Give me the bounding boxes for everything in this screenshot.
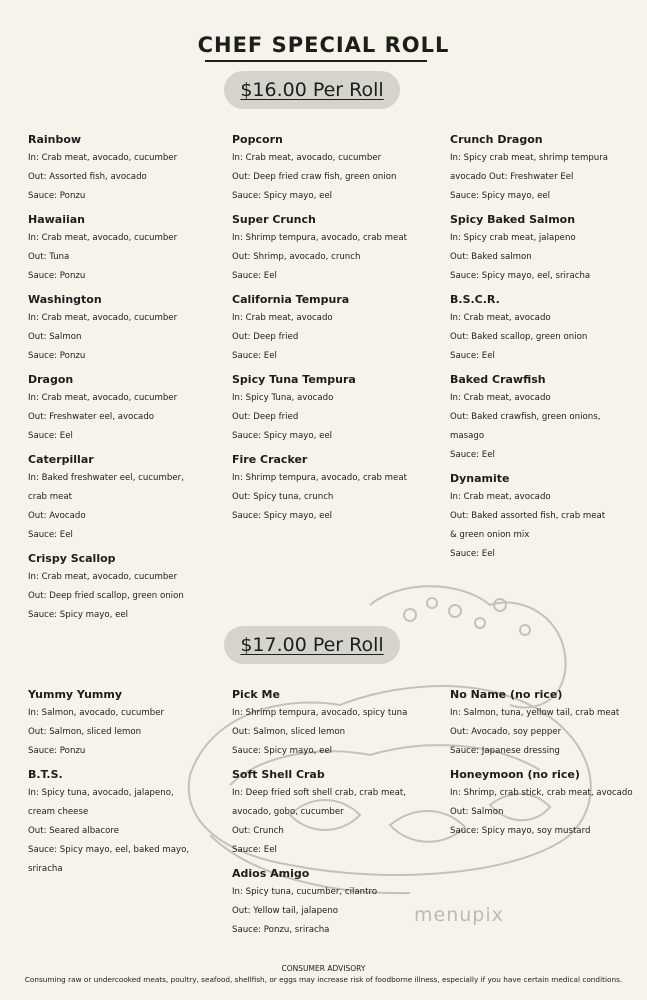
menu-item-detail: crab meat	[28, 492, 73, 502]
title-underline	[205, 60, 427, 62]
menu-item-name: B.T.S.	[28, 768, 63, 781]
menu-item	[232, 765, 437, 860]
menu-item-detail: Sauce: Spicy mayo, eel	[232, 431, 333, 441]
menu-item-detail: Sauce: Eel	[28, 530, 73, 540]
menu-item-detail: Out: Salmon, sliced lemon	[28, 727, 142, 737]
menu-item-detail: Sauce: Spicy mayo, eel, baked mayo,	[28, 845, 190, 855]
menu-item	[28, 685, 233, 761]
menu-item-detail: Out: Seared albacore	[28, 826, 120, 836]
menu-item-detail: Sauce: Ponzu	[28, 271, 86, 281]
menu-item-detail: Sauce: Japanese dressing	[450, 746, 560, 756]
menu-item-detail: Out: Spicy tuna, crunch	[232, 492, 334, 502]
menu-item-detail: Sauce: Spicy mayo, eel, sriracha	[450, 271, 591, 281]
menu-item	[450, 765, 645, 841]
menu-item-detail: Sauce: Ponzu, sriracha	[232, 925, 330, 935]
menu-item-name: Fire Cracker	[232, 453, 308, 466]
menu-item	[232, 450, 437, 526]
menu-item-detail: In: Crab meat, avocado	[232, 313, 333, 323]
menu-item-name: Rainbow	[28, 133, 82, 146]
menu-item-detail: In: Crab meat, avocado, cucumber	[28, 153, 178, 163]
menu-item-detail: Sauce: Spicy mayo, eel	[232, 746, 333, 756]
menu-item-detail: Sauce: Ponzu	[28, 746, 86, 756]
menu-item-detail: sriracha	[28, 864, 63, 874]
menu-item-detail: In: Crab meat, avocado, cucumber	[28, 393, 178, 403]
menu-item-detail: Out: Avocado, soy pepper	[450, 727, 562, 737]
menu-item-detail: Sauce: Ponzu	[28, 191, 86, 201]
menu-item-detail: Out: Salmon, sliced lemon	[232, 727, 346, 737]
menu-item-detail: Out: Assorted fish, avocado	[28, 172, 147, 182]
menu-item	[450, 685, 645, 761]
menu-item	[232, 370, 437, 446]
menu-item-detail: Out: Deep fried	[232, 412, 299, 422]
menu-item-detail: Out: Deep fried craw fish, green onion	[232, 172, 397, 182]
menu-item-detail: In: Spicy tuna, avocado, jalapeno,	[28, 788, 174, 798]
menu-item-detail: In: Crab meat, avocado	[450, 393, 551, 403]
menu-item-name: Yummy Yummy	[28, 688, 123, 701]
menu-item	[232, 864, 437, 940]
menu-item	[450, 469, 645, 564]
menu-item-detail: In: Spicy crab meat, jalapeno	[450, 233, 576, 243]
menu-item-detail: Out: Freshwater eel, avocado	[28, 412, 155, 422]
menu-item	[450, 370, 645, 465]
watermark: menupix	[414, 904, 504, 926]
price-17-banner	[224, 626, 400, 664]
menu-item-detail: avocado Out: Freshwater Eel	[450, 172, 574, 182]
menu-item-name: Spicy Baked Salmon	[450, 213, 576, 226]
menu-item-detail: Out: Baked scallop, green onion	[450, 332, 588, 342]
menu-item-detail: In: Crab meat, avocado, cucumber	[28, 233, 178, 243]
menu-item-detail: Sauce: Ponzu	[28, 351, 86, 361]
menu-item	[232, 210, 437, 286]
menu-item-detail: Out: Yellow tail, jalapeno	[232, 906, 339, 916]
menu-item	[28, 549, 233, 625]
menu-item-detail: Out: Salmon	[28, 332, 82, 342]
menu-item-detail: In: Deep fried soft shell crab, crab meat,	[232, 788, 407, 798]
menu-item	[450, 210, 645, 286]
menu-item-detail: Out: Shrimp, avocado, crunch	[232, 252, 361, 262]
menu-item-detail: Out: Salmon	[450, 807, 504, 817]
section17-col1	[28, 685, 233, 883]
menu-item-detail: In: Spicy Tuna, avocado	[232, 393, 334, 403]
menu-item-detail: Out: Deep fried scallop, green onion	[28, 591, 184, 601]
page-title: CHEF SPECIAL ROLL	[197, 33, 450, 57]
menu-item-name: Washington	[28, 293, 102, 306]
menu-item-detail: & green onion mix	[450, 530, 530, 540]
menu-item-name: Caterpillar	[28, 453, 94, 466]
menu-item-detail: Sauce: Eel	[450, 549, 495, 559]
menu-item-detail: In: Baked freshwater eel, cucumber,	[28, 473, 184, 483]
menu-item-name: Hawaiian	[28, 213, 86, 226]
menu-item-name: Soft Shell Crab	[232, 768, 325, 781]
menu-item-detail: masago	[450, 431, 485, 441]
menu-item-detail: Out: Baked assorted fish, crab meat	[450, 511, 606, 521]
menu-item-detail: cream cheese	[28, 807, 89, 817]
menu-item-name: Dragon	[28, 373, 74, 386]
menu-item-detail: Sauce: Eel	[232, 271, 277, 281]
menu-item-name: Honeymoon (no rice)	[450, 768, 580, 781]
menu-item-name: Dynamite	[450, 472, 510, 485]
advisory-title: CONSUMER ADVISORY	[281, 964, 366, 973]
menu-item-detail: In: Crab meat, avocado, cucumber	[232, 153, 382, 163]
price-17-label: $17.00 Per Roll	[240, 634, 384, 656]
advisory-text: Consuming raw or undercooked meats, poultry, seafood, shellfish, or eggs may increase risk of foodborne illness, especially if you have certain medical conditions.	[24, 975, 623, 984]
menu-item-detail: Sauce: Spicy mayo, eel	[450, 191, 551, 201]
menu-item	[28, 450, 233, 545]
menu-item-name: Spicy Tuna Tempura	[232, 373, 356, 386]
menu-item-detail: In: Spicy crab meat, shrimp tempura	[450, 153, 609, 163]
menu-item-detail: In: Crab meat, avocado, cucumber	[28, 313, 178, 323]
menu-item-detail: In: Salmon, avocado, cucumber	[28, 708, 165, 718]
menu-item-detail: In: Shrimp, crab stick, crab meat, avocado	[450, 788, 633, 798]
menu-item-detail: Out: Tuna	[28, 252, 70, 262]
menu-item-detail: In: Shrimp tempura, avocado, crab meat	[232, 233, 407, 243]
menu-item	[232, 130, 437, 206]
menu-item-detail: In: Salmon, tuna, yellow tail, crab meat	[450, 708, 620, 718]
section16-col3	[450, 130, 645, 568]
menu-item-detail: Out: Avocado	[28, 511, 86, 521]
section17-col2	[232, 685, 437, 944]
menu-item-detail: Sauce: Spicy mayo, eel	[28, 610, 129, 620]
menu-item-detail: Sauce: Spicy mayo, eel	[232, 191, 333, 201]
menu-item-detail: Sauce: Eel	[450, 450, 495, 460]
menu-item-detail: In: Shrimp tempura, avocado, crab meat	[232, 473, 407, 483]
menu-item	[28, 290, 233, 366]
menu-item-detail: Sauce: Spicy mayo, soy mustard	[450, 826, 591, 836]
menu-item-detail: In: Crab meat, avocado	[450, 313, 551, 323]
menu-item-name: Super Crunch	[232, 213, 316, 226]
menu-item-detail: In: Crab meat, avocado	[450, 492, 551, 502]
menu-item	[28, 370, 233, 446]
menu-item-name: California Tempura	[232, 293, 350, 306]
menu-item-detail: In: Shrimp tempura, avocado, spicy tuna	[232, 708, 408, 718]
price-16-label: $16.00 Per Roll	[240, 79, 384, 101]
menu-item-detail: Sauce: Eel	[232, 351, 277, 361]
menu-item	[450, 130, 645, 206]
menu-item	[28, 130, 233, 206]
menu-item-detail: Sauce: Eel	[28, 431, 73, 441]
section17-col3	[450, 685, 645, 845]
menu-item-name: Adios Amigo	[232, 867, 310, 880]
menu-item-detail: Out: Deep fried	[232, 332, 299, 342]
menu-item	[28, 765, 233, 879]
menu-item-name: Crispy Scallop	[28, 552, 116, 565]
menu-item-name: B.S.C.R.	[450, 293, 500, 306]
menu-item	[450, 290, 645, 366]
menu-item	[232, 290, 437, 366]
menu-item-name: Crunch Dragon	[450, 133, 543, 146]
menu-item-detail: Out: Baked salmon	[450, 252, 532, 262]
menu-item-name: No Name (no rice)	[450, 688, 563, 701]
menu-item-detail: Sauce: Eel	[232, 845, 277, 855]
price-16-banner	[224, 71, 400, 109]
menu-item-name: Pick Me	[232, 688, 280, 701]
menu-item-detail: Sauce: Spicy mayo, eel	[232, 511, 333, 521]
menu-item-name: Baked Crawfish	[450, 373, 546, 386]
section16-col1	[28, 130, 233, 629]
menu-item-detail: Out: Baked crawfish, green onions,	[450, 412, 601, 422]
menu-item-detail: In: Spicy tuna, cucumber, cilantro	[232, 887, 378, 897]
menu-item	[232, 685, 437, 761]
menu-item-detail: Sauce: Eel	[450, 351, 495, 361]
menu-item-detail: Out: Crunch	[232, 826, 284, 836]
menu-item	[28, 210, 233, 286]
menu-item-name: Popcorn	[232, 133, 283, 146]
menu-item-detail: avocado, gobo, cucumber	[232, 807, 344, 817]
section16-col2	[232, 130, 437, 530]
menu-item-detail: In: Crab meat, avocado, cucumber	[28, 572, 178, 582]
